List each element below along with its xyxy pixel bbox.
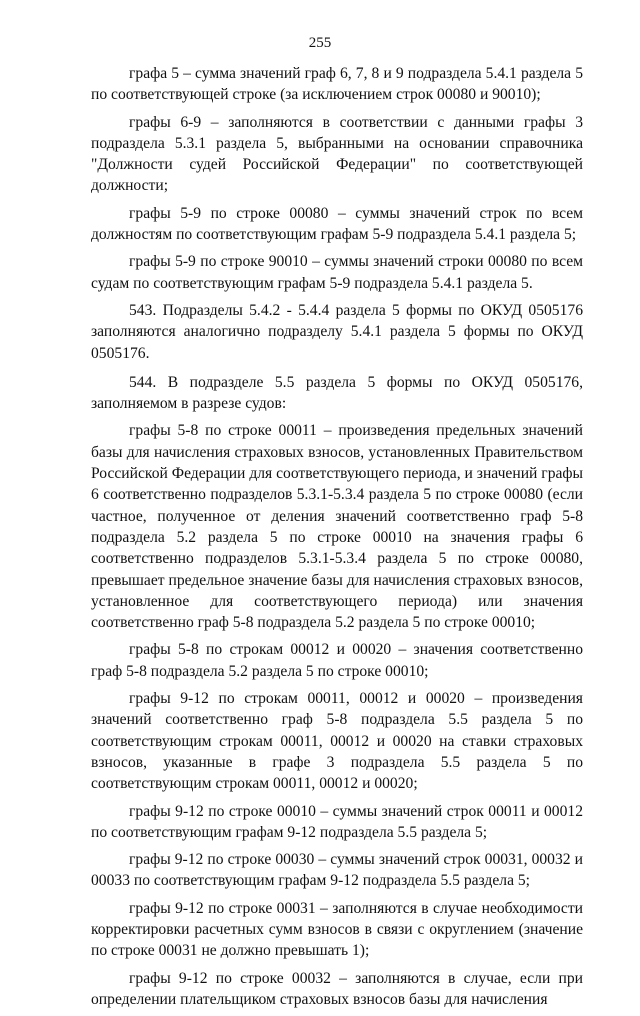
paragraph-item-543: 543. Подразделы 5.4.2 - 5.4.4 раздела 5 формы по ОКУД 0505176 заполняются аналогично подразделу 5.4.1 раздела 5 формы по ОКУД 0505176. (91, 301, 583, 362)
page-number: 255 (308, 35, 332, 51)
paragraph-grafy-9-12-00032: графы 9-12 по строке 00032 – заполняются в случае, если при определении плательщиком страховых взносов базы для начисления (91, 969, 583, 1008)
paragraph-grafy-5-9-90010: графы 5-9 по строке 90010 – суммы значений строки 00080 по всем судам по соответствующим графам 5-9 подраздела 5.4.1 раздела 5. (91, 253, 583, 292)
paragraph-grafy-5-8-00012: графы 5-8 по строкам 00012 и 00020 – значения соответственно граф 5-8 подраздела 5.2 раздела 5 по строке 00010; (91, 641, 583, 680)
paragraph-item-544: 544. В подразделе 5.5 раздела 5 формы по ОКУД 0505176, заполняемом в разрезе судов: (91, 373, 583, 413)
paragraph-grafy-6-9: графы 6-9 – заполняются в соответствии с данными графы 3 подраздела 5.3.1 раздела 5, выбранными на основании справочника "Должности судей Российской Федерации" по соответствующей должности; (91, 113, 583, 195)
paragraph-grafy-5-8-00011: графы 5-8 по строке 00011 – произведения предельных значений базы для начисления страховых взносов, установленных Правительством Российской Федерации для соответствующего периода, и значений графы 6 соответственно подразделов 5.3.1-5.3.4 раздела 5 по строке 00080 (если частное, полученное от деления значений соответственно граф 5-8 подраздела 5.2 раздела 5 по строке 00010 на значения графы 6 соответственно подразделов 5.3.1-5.3.4 раздела 5 по строке 00080, превышает предельное значение базы для начисления страховых взносов, установленное для соответствующего периода) или значения соответственно граф 5-8 подраздела 5.2 раздела 5 по строке 00010; (91, 422, 583, 632)
paragraph-grafa-5: графа 5 – сумма значений граф 6, 7, 8 и 9 подраздела 5.4.1 раздела 5 по соответствующей строке (за исключением строк 00080 и 90010); (91, 65, 583, 104)
document-body (91, 63, 583, 1016)
paragraph-grafy-5-9-00080: графы 5-9 по строке 00080 – суммы значений строк по всем должностям по соответствующим графам 5-9 подраздела 5.4.1 раздела 5; (91, 204, 583, 244)
paragraph-grafy-9-12-products: графы 9-12 по строкам 00011, 00012 и 00020 – произведения значений соответственно граф 5-8 подраздела 5.5 раздела 5 по соответствующим строкам 00011, 00012 и 00020 на ставки страховых взносов, указанные в графе 3 подраздела 5.5 раздела 5 по соответствующим строкам 00011, 00012 и 00020; (91, 690, 583, 793)
paragraph-grafy-9-12-00030: графы 9-12 по строке 00030 – суммы значений строк 00031, 00032 и 00033 по соответствующим графам 9-12 подраздела 5.5 раздела 5; (91, 851, 583, 890)
paragraph-grafy-9-12-00010: графы 9-12 по строке 00010 – суммы значений строк 00011 и 00012 по соответствующим графам 9-12 подраздела 5.5 раздела 5; (91, 802, 583, 841)
paragraph-grafy-9-12-00031: графы 9-12 по строке 00031 – заполняются в случае необходимости корректировки расчетных сумм взносов в связи с округлением (значение по строке 00031 не должно превышать 1); (91, 899, 583, 960)
